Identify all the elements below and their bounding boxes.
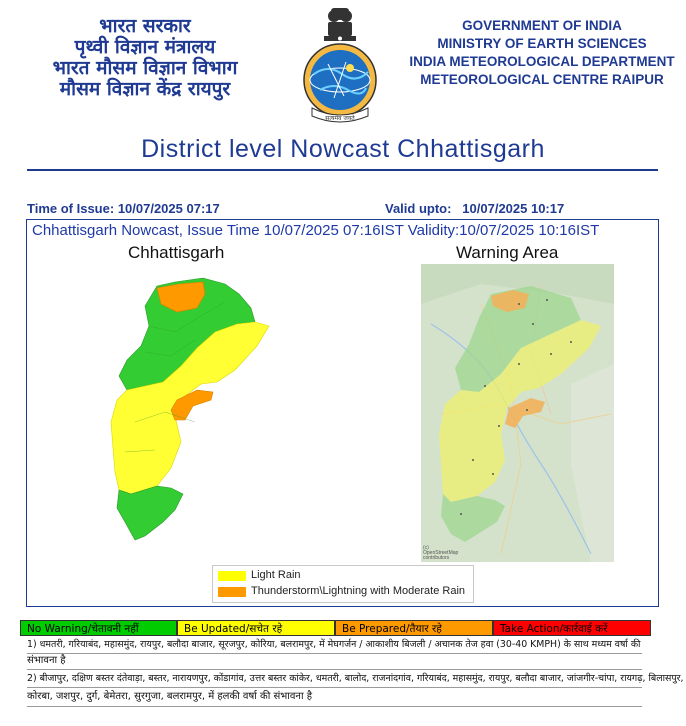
osm-warning-map <box>421 264 614 562</box>
valid-value: 10/07/2025 10:17 <box>462 201 565 216</box>
legend-label-light-rain: Light Rain <box>251 569 301 581</box>
hindi-line-4: मौसम विज्ञान केंद्र रायपुर <box>59 78 231 100</box>
issue-label: Time of Issue: <box>27 201 115 216</box>
note-2-line-2: कोरबा, जशपुर, दुर्ग, बेमेतरा, सुरगुजा, बलरामपुर, में हलकी वर्षा की संभावना है <box>27 691 313 702</box>
title-divider <box>27 169 658 171</box>
nowcast-panel <box>26 219 659 607</box>
valid-label: Valid upto: <box>385 201 452 216</box>
page-title: District level Nowcast Chhattisgarh <box>141 135 545 163</box>
legend-swatch-light-rain <box>218 571 246 581</box>
valid-upto <box>385 201 564 216</box>
category-be-updated: Be Updated/सचेत रहे <box>177 620 335 636</box>
district-map <box>105 272 285 552</box>
emblem-motto: सत्यमेव जयते <box>325 115 355 122</box>
english-line-4: METEOROLOGICAL CENTRE RAIPUR <box>420 72 664 87</box>
imd-logo <box>298 4 382 128</box>
header-hindi-block <box>20 16 270 100</box>
legend <box>212 565 474 603</box>
panel-title: Chhattisgarh Nowcast, Issue Time 10/07/2025 07:16IST Validity:10/07/2025 10:16IST <box>32 222 600 239</box>
note-2-line-1: 2) बीजापुर, दक्षिण बस्तर दंतेवाड़ा, बस्तर, नारायणपुर, कोंडागांव, उत्तर बस्तर कांकेर, धमतरी, बालोद, राजनांदगांव, गरियाबंद, महासमुंद, रायपुर, बलौदा बाजार, जांजगीर-चांपा, रायगढ़, बिलासपुर, <box>27 673 684 684</box>
left-map-label: Chhattisgarh <box>128 243 225 262</box>
english-line-3: INDIA METEOROLOGICAL DEPARTMENT <box>409 54 675 69</box>
note-2-underline <box>27 687 642 688</box>
time-of-issue <box>27 201 220 216</box>
osm-credit-line-1: (c) <box>423 545 429 551</box>
header-english-block <box>402 17 682 89</box>
english-line-1: GOVERNMENT OF INDIA <box>462 18 622 33</box>
category-take-action: Take Action/कार्रवाई करें <box>493 620 651 636</box>
south-green-region <box>117 486 183 540</box>
hindi-line-2: पृथ्वी विज्ञान मंत्रालय <box>74 36 216 58</box>
note-1-line-1: 1) धमतरी, गरियाबंद, महासमुंद, रायपुर, बलौदा बाजार, सूरजपुर, कोरिया, बलरामपुर, में मेघगर्जन / आकाशीय बिजली / अचानक तेज हवा (30-40 KMPH) के साथ मध्यम वर्षा की <box>27 639 641 650</box>
note-1-underline <box>27 653 642 654</box>
english-line-2: MINISTRY OF EARTH SCIENCES <box>437 36 647 51</box>
note-1-underline-2 <box>27 669 642 670</box>
issue-value: 10/07/2025 07:17 <box>117 201 220 216</box>
legend-label-thunderstorm: Thunderstorm\Lightning with Moderate Rain <box>251 585 466 597</box>
hindi-line-1: भारत सरकार <box>99 15 191 37</box>
osm-credit-line-3: contributors <box>423 555 450 561</box>
category-be-prepared: Be Prepared/तैयार रहे <box>335 620 493 636</box>
category-no-warning: No Warning/चेतावनी नहीं <box>20 620 177 636</box>
note-1-line-2: संभावना है <box>27 655 66 666</box>
note-2-underline-2 <box>27 706 642 707</box>
right-map-label: Warning Area <box>456 243 559 262</box>
osm-credit-line-2: OpenStreetMap <box>423 550 459 556</box>
hindi-line-3: भारत मौसम विज्ञान विभाग <box>52 57 238 79</box>
legend-swatch-thunderstorm <box>218 587 246 597</box>
osm-credit <box>423 546 458 561</box>
